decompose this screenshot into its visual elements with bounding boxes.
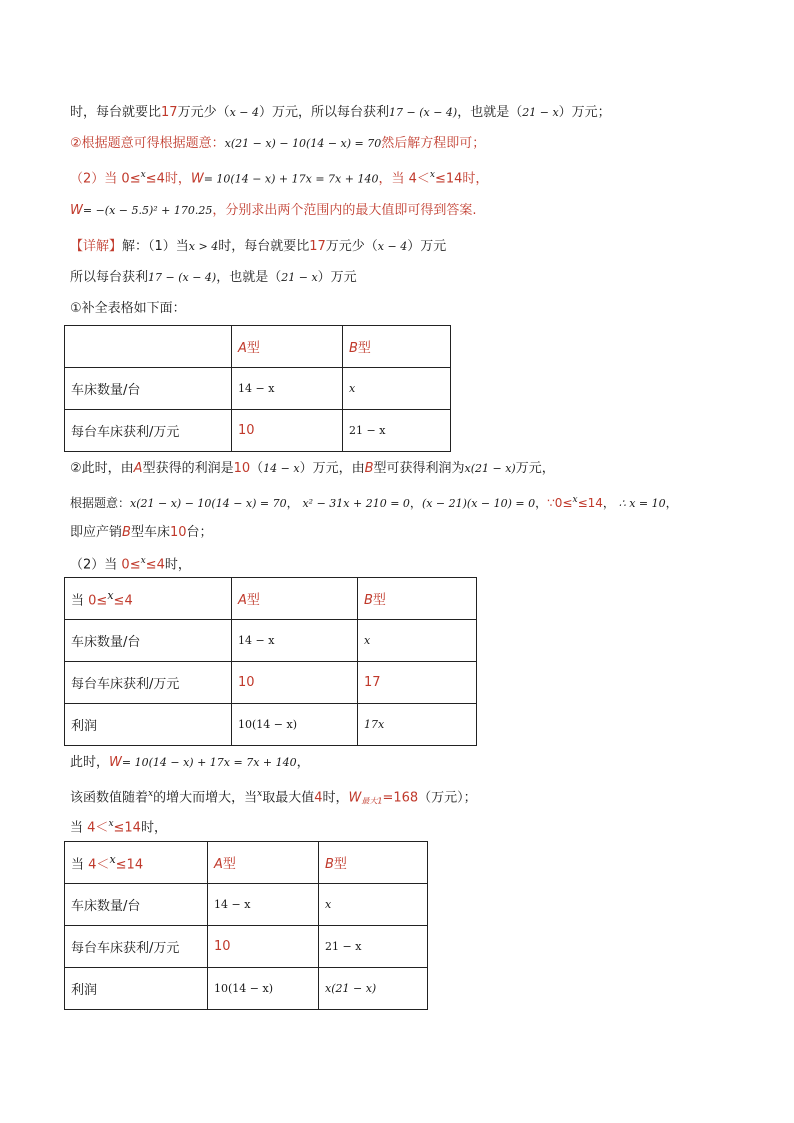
table-cell: [65, 326, 232, 368]
type-suffix: 型: [372, 593, 386, 608]
text-line-13: [70, 785, 477, 810]
text: 时，: [322, 790, 349, 806]
table-row: [65, 842, 428, 884]
math: x(21 − x) − 10(14 − x) = 70: [224, 137, 382, 150]
condition: ≤4: [145, 171, 165, 187]
math: ∴ x = 10: [618, 497, 666, 510]
table-cell: [358, 704, 477, 746]
math-w: W: [109, 755, 122, 770]
table-row: [65, 368, 451, 410]
math: 21 − x: [281, 271, 318, 284]
text: ，: [296, 755, 310, 770]
math: x: [349, 382, 356, 395]
table-cell: 利润: [65, 704, 232, 746]
text: ，: [286, 496, 299, 510]
math: B: [364, 461, 374, 476]
text: 时，: [164, 171, 191, 187]
table-cell: 车床数量/台: [65, 620, 232, 662]
math: B: [122, 525, 131, 540]
text: （: [250, 461, 264, 476]
text: 型可获得利润为: [373, 461, 465, 476]
condition: ≤14: [115, 857, 144, 873]
condition: ∵0≤: [547, 496, 573, 510]
table-cell: [319, 926, 428, 968]
math: x² − 31x + 210 = 0: [302, 497, 410, 510]
text: 然后解方程即可；: [381, 136, 486, 151]
text-line-1: [70, 104, 611, 122]
condition: 0≤: [121, 171, 141, 187]
text: 所以每台获利: [70, 270, 149, 285]
table-row: [65, 926, 428, 968]
math: 10(14 − x): [238, 718, 297, 731]
text: ，: [665, 496, 678, 510]
table-cell: 每台车床获利/万元: [65, 662, 232, 704]
text: 时，每台就要比: [70, 105, 162, 120]
condition: ≤4: [113, 593, 133, 609]
condition: 4＜: [87, 820, 109, 836]
text: （万元）；: [418, 790, 477, 806]
type-b: B: [349, 341, 358, 356]
text: ，: [535, 496, 548, 510]
number: 17: [309, 239, 326, 254]
type-b: B: [364, 593, 373, 608]
text: ①补全表格如下面：: [70, 301, 186, 316]
table-cell: [343, 410, 451, 452]
math: 14 − x: [238, 382, 275, 395]
condition: ≤14: [113, 820, 141, 836]
math: (x − 21)(x − 10) = 0: [421, 497, 536, 510]
number: 10: [169, 525, 187, 540]
table-cell: [319, 884, 428, 926]
table-3: [64, 841, 428, 1010]
text: （2）当: [70, 171, 118, 187]
math-w: W: [348, 790, 362, 806]
text: 该函数值随着: [70, 790, 149, 806]
math: x: [572, 495, 578, 505]
text: 的增大而增大，当: [153, 790, 258, 806]
value: =168: [382, 790, 419, 806]
text: ②根据题意可得根据题意：: [70, 136, 225, 151]
math-w: W: [190, 171, 204, 187]
type-suffix: 型: [222, 857, 236, 872]
table-cell: [208, 884, 319, 926]
type-b: B: [325, 857, 334, 872]
type-suffix: 型: [357, 341, 371, 356]
table-cell: 利润: [65, 968, 208, 1010]
number: 4: [314, 790, 323, 806]
math-w: W: [70, 203, 83, 218]
math: 17 − (x − 4): [389, 106, 458, 119]
text: 当: [71, 593, 85, 609]
math: 10(14 − x): [214, 982, 273, 995]
table-cell: [208, 842, 319, 884]
text-line-12: [70, 754, 310, 772]
table-1: [64, 325, 451, 452]
text-line-11: [70, 552, 191, 574]
text: 时，: [140, 820, 167, 836]
math: x − 4: [377, 240, 408, 253]
text: 台；: [186, 525, 213, 540]
detail-tag: 【详解】: [70, 239, 123, 254]
text: 万元少（: [177, 105, 230, 120]
table-row: [65, 884, 428, 926]
type-suffix: 型: [246, 593, 260, 608]
text-line-2: [70, 135, 485, 153]
text: （2）当: [70, 557, 118, 573]
table-row: [65, 620, 477, 662]
text-line-10: [70, 524, 213, 542]
text-line-6: [70, 269, 357, 287]
math: 17x: [364, 718, 385, 731]
text: ）万元: [407, 239, 447, 254]
table-cell: 车床数量/台: [65, 884, 208, 926]
table-cell: 10: [208, 926, 319, 968]
condition: 0≤: [121, 557, 141, 573]
text: 当: [71, 857, 85, 873]
text: ）万元；: [558, 105, 611, 120]
text: 根据题意：: [70, 496, 131, 510]
text: ②此时，由: [70, 461, 134, 476]
text: ，当: [378, 171, 405, 187]
number: 17: [161, 105, 178, 120]
text: ，: [602, 496, 615, 510]
text-line-5: [70, 238, 446, 256]
math: 14 − x: [238, 634, 275, 647]
table-2: [64, 577, 477, 746]
condition: 0≤: [88, 593, 108, 609]
math: 21 − x: [349, 424, 386, 437]
type-a: A: [238, 341, 247, 356]
table-cell: [343, 368, 451, 410]
text: 取最大值: [262, 790, 315, 806]
text: 万元，: [515, 461, 555, 476]
math: 14 − x: [263, 462, 300, 475]
text-line-14: [70, 815, 167, 837]
condition: ≤4: [145, 557, 165, 573]
condition: 4＜: [88, 857, 110, 873]
math: = −(x − 5.5)² + 170.25: [82, 204, 213, 217]
table-cell: [232, 578, 358, 620]
math: 21 − x: [522, 106, 559, 119]
type-suffix: 型: [333, 857, 347, 872]
number: 10: [233, 461, 251, 476]
text: 万元少（: [325, 239, 378, 254]
text: ，: [409, 496, 422, 510]
math: x: [107, 588, 114, 602]
math: x: [140, 556, 146, 566]
table-cell: 10: [232, 662, 358, 704]
table-cell: [65, 842, 208, 884]
table-cell: [358, 620, 477, 662]
text: 时，: [462, 171, 489, 187]
math: x: [325, 898, 332, 911]
table-cell: [232, 704, 358, 746]
table-cell: [232, 368, 343, 410]
table-cell: [319, 968, 428, 1010]
text: 时，: [164, 557, 191, 573]
math: x: [109, 852, 116, 866]
table-cell: 17: [358, 662, 477, 704]
math: x(21 − x): [464, 462, 516, 475]
math: x: [140, 170, 146, 180]
text: ）万元，所以每台获利: [259, 105, 390, 120]
condition: ≤14: [577, 496, 603, 510]
condition: ≤14: [434, 171, 463, 187]
table-cell: 车床数量/台: [65, 368, 232, 410]
text: ，也就是（: [216, 270, 282, 285]
math: 21 − x: [325, 940, 362, 953]
text-line-9: [70, 491, 678, 513]
table-row: [65, 662, 477, 704]
table-cell: [208, 968, 319, 1010]
table-row: [65, 968, 428, 1010]
math: x(21 − x) − 10(14 − x) = 70: [130, 497, 287, 510]
math: = 10(14 − x) + 17x = 7x + 140: [121, 756, 297, 769]
table-cell: 每台车床获利/万元: [65, 410, 232, 452]
table-row: [65, 410, 451, 452]
math: x − 4: [229, 106, 259, 119]
text: 时，每台就要比: [218, 239, 310, 254]
text-line-3: [70, 166, 488, 188]
math: = 10(14 − x) + 17x = 7x + 140: [203, 172, 379, 186]
text-line-8: [70, 460, 555, 478]
math: 17 − (x − 4): [148, 271, 217, 284]
table-cell: [358, 578, 477, 620]
table-cell: 每台车床获利/万元: [65, 926, 208, 968]
table-cell: [65, 578, 232, 620]
text-line-7: [70, 300, 186, 318]
text: 即应产销: [70, 525, 123, 540]
table-row: [65, 326, 451, 368]
text: ）万元: [317, 270, 357, 285]
text: 此时，: [70, 755, 110, 770]
math: x > 4: [188, 240, 219, 253]
type-a: A: [238, 593, 247, 608]
table-cell: [232, 326, 343, 368]
subscript: 最大1: [361, 796, 383, 806]
text: 解：（1）当: [122, 239, 189, 254]
math: x: [364, 634, 371, 647]
table-row: [65, 578, 477, 620]
text-line-4: [70, 202, 477, 220]
text: ，也就是（: [457, 105, 523, 120]
text: 型获得的利润是: [142, 461, 234, 476]
math: x(21 − x): [325, 982, 377, 995]
text: ）万元，由: [299, 461, 365, 476]
text: 型车床: [130, 525, 170, 540]
table-row: [65, 704, 477, 746]
type-suffix: 型: [246, 341, 260, 356]
math: A: [133, 461, 143, 476]
math: x: [429, 170, 435, 180]
math: x: [257, 789, 263, 799]
type-a: A: [214, 857, 223, 872]
table-cell: [319, 842, 428, 884]
table-cell: 10: [232, 410, 343, 452]
math: x: [148, 789, 154, 799]
table-cell: [232, 620, 358, 662]
math: x: [108, 819, 114, 829]
math: 14 − x: [214, 898, 251, 911]
condition: 4＜: [408, 171, 430, 187]
table-cell: [343, 326, 451, 368]
text: 当: [70, 820, 84, 836]
text: ，分别求出两个范围内的最大值即可得到答案.: [212, 203, 477, 218]
